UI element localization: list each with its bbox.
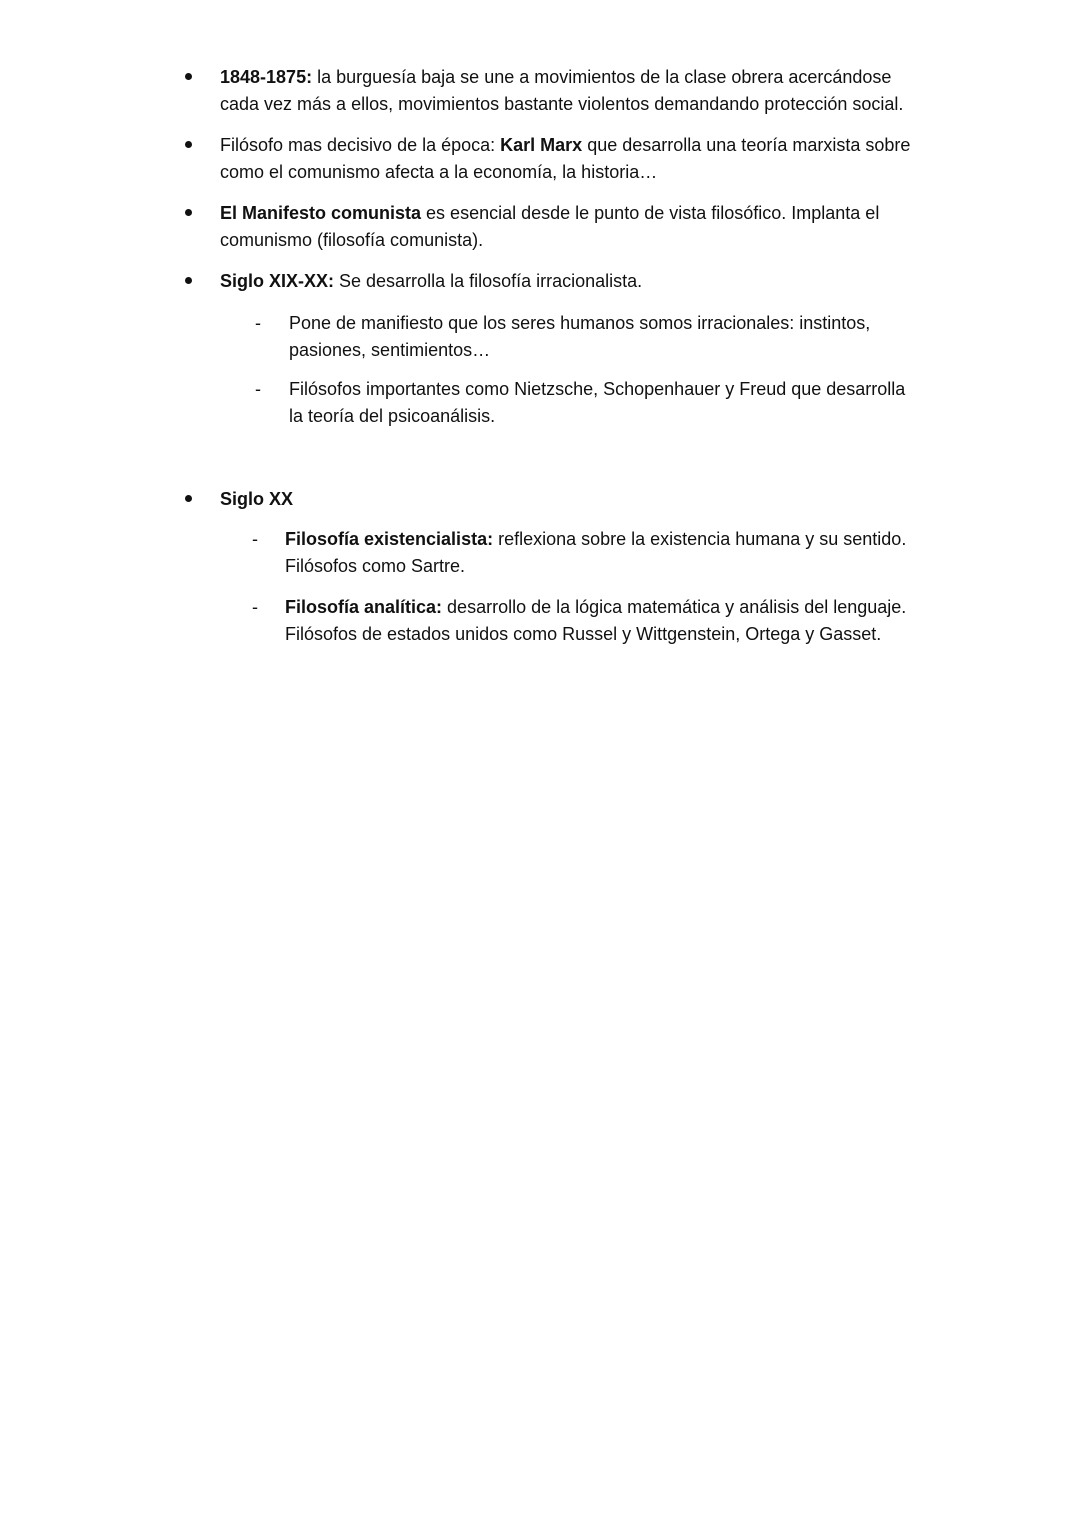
bullet-item-karl-marx	[185, 132, 915, 185]
bullet-bold-term: 1848-1875:	[220, 67, 313, 87]
bullet-item-manifesto	[185, 200, 915, 253]
sub-item-analitica	[252, 594, 917, 647]
bullet-item-siglo-xx	[185, 486, 915, 513]
bullet-body: Se desarrolla la filosofía irracionalista.	[334, 271, 643, 291]
dash-marker: -	[252, 597, 258, 617]
bullet-icon	[185, 141, 192, 148]
dash-marker: -	[255, 313, 261, 333]
sub-item-text: Filósofos importantes como Nietzsche, Schopenhauer y Freud que desarrolla la teoría del psicoanálisis.	[289, 379, 906, 426]
bullet-text	[220, 132, 915, 185]
bullet-icon	[185, 73, 192, 80]
sub-item-bold-term: Filosofía analítica:	[285, 597, 443, 617]
bullet-body: que desarrolla una teoría marxista sobre como el comunismo afecta a la economía, la historia…	[220, 135, 911, 182]
bullet-icon	[185, 277, 192, 284]
bullet-bold-term: Siglo XIX-XX:	[220, 271, 335, 291]
bullet-text	[220, 268, 915, 295]
bullet-body: es esencial desde le punto de vista filosófico. Implanta el comunismo (filosofía comunista).	[220, 203, 880, 250]
bullet-bold-term: Siglo XX	[220, 489, 294, 509]
bullet-body: la burguesía baja se une a movimientos de la clase obrera acercándose cada vez más a ellos, movimientos bastante violentos demandando protección social.	[220, 67, 904, 114]
dash-marker: -	[252, 529, 258, 549]
sub-item-text	[285, 526, 917, 579]
bullet-bold-term: Karl Marx	[500, 135, 583, 155]
bullet-icon	[185, 209, 192, 216]
sub-item-irracionales	[255, 310, 915, 363]
bullet-bold-term: El Manifesto comunista	[220, 203, 422, 223]
bullet-icon	[185, 495, 192, 502]
sub-item-existencialista	[252, 526, 917, 579]
sub-item-text	[285, 594, 917, 647]
sub-item-body: reflexiona sobre la existencia humana y su sentido. Filósofos como Sartre.	[285, 529, 907, 576]
sub-item-text: Pone de manifiesto que los seres humanos somos irracionales: instintos, pasiones, sentimientos…	[289, 313, 871, 360]
sub-item-body: desarrollo de la lógica matemática y análisis del lenguaje. Filósofos de estados unidos como Russel y Wittgenstein, Ortega y Gasset.	[285, 597, 907, 644]
bullet-item-1848-1875	[185, 64, 915, 117]
bullet-text	[220, 486, 915, 513]
bullet-text	[220, 64, 915, 117]
bullet-item-siglo-xix-xx	[185, 268, 915, 295]
sub-item-filosofos-importantes	[255, 376, 915, 429]
bullet-text	[220, 200, 915, 253]
sub-item-bold-term: Filosofía existencialista:	[285, 529, 494, 549]
dash-marker: -	[255, 379, 261, 399]
bullet-prefix: Filósofo mas decisivo de la época:	[220, 135, 501, 155]
